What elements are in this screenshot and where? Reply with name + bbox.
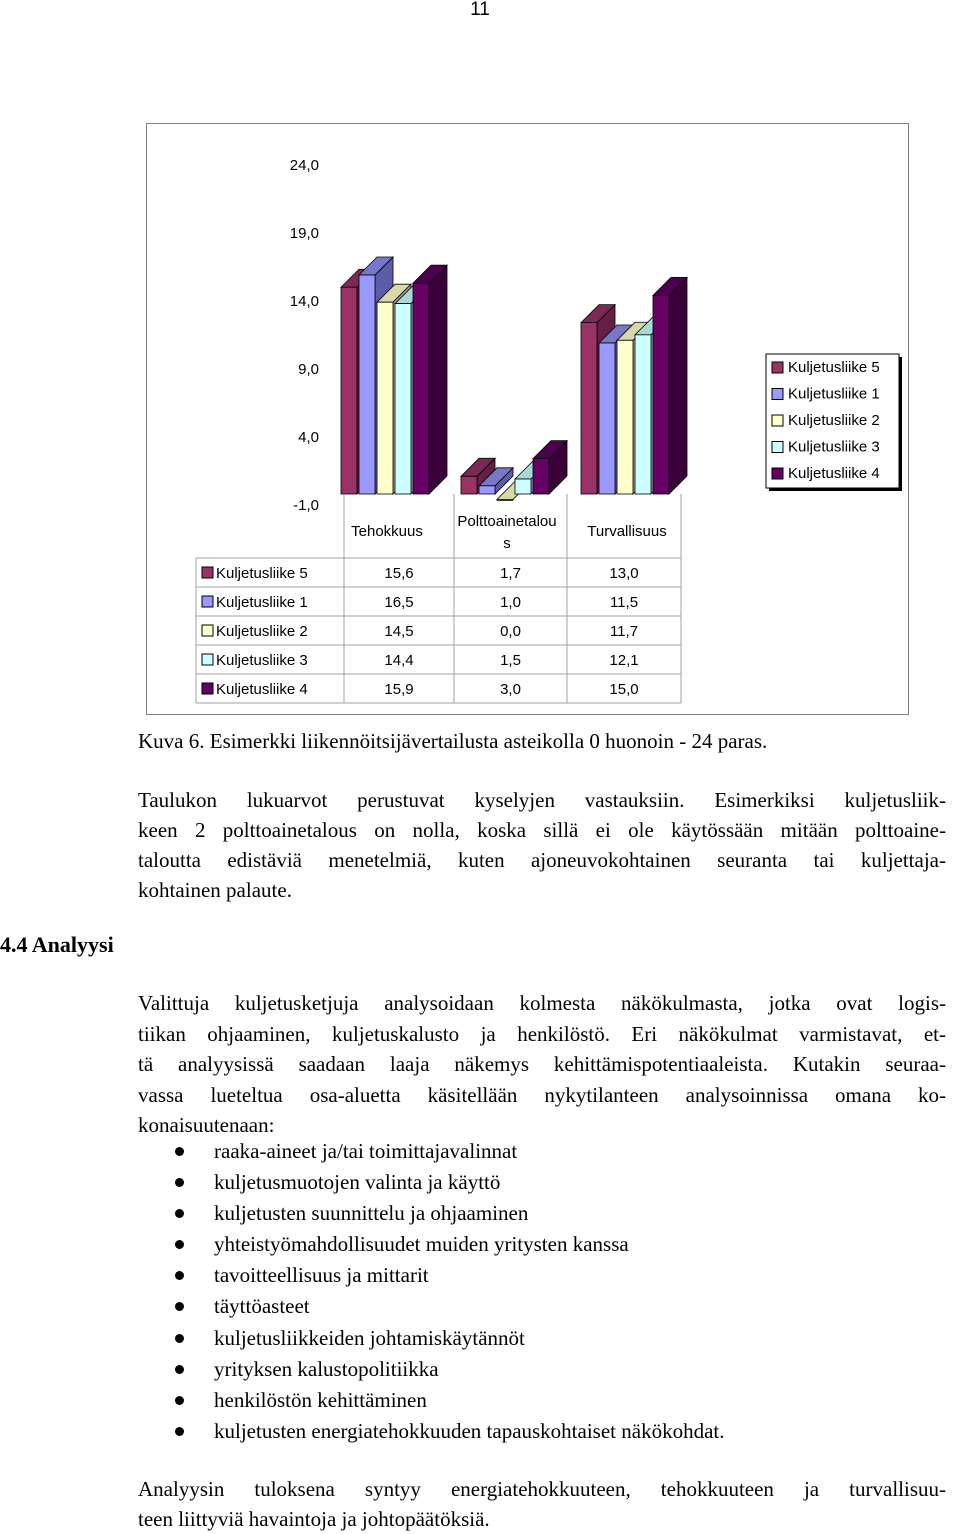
bar-side: [429, 265, 447, 494]
paragraph-3-line: Analyysin tuloksena syntyy energiatehokkuuteen, tehokkuuteen ja turvallisuu-: [138, 1477, 946, 1501]
figure-caption: Kuva 6. Esimerkki liikennöitsijävertailusta asteikolla 0 huonoin - 24 paras.: [138, 729, 768, 753]
bar: [617, 340, 633, 494]
y-tick-label: 14,0: [289, 293, 319, 310]
legend-swatch: [772, 362, 783, 373]
table-cell: 12,1: [609, 652, 639, 669]
paragraph-1-line: taloutta edistäviä menetelmiä, kuten ajoneuvokohtainen seuranta tai kuljettaja-: [138, 848, 946, 872]
table-cell: 0,0: [500, 623, 521, 640]
paragraph-2-line: tiikan ohjaaminen, kuljetuskalusto ja henkilöstö. Eri näkökulmat varmistavat, et-: [138, 1021, 946, 1046]
legend-swatch: [772, 415, 783, 426]
paragraph-1-line: Taulukon lukuarvot perustuvat kyselyjen vastauksiin. Esimerkiksi kuljetusliik-: [138, 788, 946, 812]
bar: [497, 499, 513, 500]
table-row-label: Kuljetusliike 4: [216, 681, 308, 698]
table-swatch: [202, 567, 213, 578]
table-cell: 14,4: [384, 652, 414, 669]
table-cell: 11,5: [609, 594, 639, 611]
paragraph-3-line: teen liittyviä havaintoja ja johtopäätöksiä.: [138, 1507, 490, 1531]
bullet-icon: [175, 1271, 184, 1280]
list-item: [170, 1354, 724, 1385]
legend-label: Kuljetusliike 5: [788, 359, 880, 376]
table-cell: 3,0: [500, 681, 521, 698]
section-heading: 4.4 Analyysi: [0, 932, 114, 957]
bullet-icon: [175, 1427, 184, 1436]
list-item-text: kuljetusliikkeiden johtamiskäytännöt: [214, 1325, 525, 1350]
bar: [599, 343, 615, 494]
bar: [653, 295, 669, 494]
list-item-text: täyttöasteet: [214, 1294, 310, 1319]
legend-swatch: [772, 389, 783, 400]
list-item: [170, 1416, 724, 1447]
table-row-label: Kuljetusliike 2: [216, 623, 308, 640]
bar: [515, 479, 531, 494]
x-tick-label: Tehokkuus: [351, 523, 423, 540]
list-item-text: raaka-aineet ja/tai toimittajavalinnat: [214, 1139, 518, 1163]
x-tick-label: Turvallisuus: [587, 523, 667, 540]
table-row-label: Kuljetusliike 5: [216, 565, 308, 582]
table-cell: 11,7: [609, 623, 639, 640]
x-tick-label: s: [503, 535, 511, 552]
list-item: [170, 1136, 724, 1167]
bullet-icon: [175, 1147, 184, 1156]
bar: [635, 335, 651, 494]
bullet-icon: [175, 1302, 184, 1311]
table-cell: 15,0: [609, 681, 639, 698]
table-row-label: Kuljetusliike 1: [216, 594, 308, 611]
list-item: [170, 1385, 724, 1416]
y-tick-label: -1,0: [293, 497, 319, 514]
table-cell: 1,7: [500, 565, 521, 582]
bar-side: [669, 277, 687, 494]
bullet-icon: [175, 1240, 184, 1249]
bullet-icon: [175, 1365, 184, 1374]
bullet-icon: [175, 1396, 184, 1405]
y-tick-label: 4,0: [298, 429, 319, 446]
list-item: [170, 1198, 724, 1229]
table-swatch: [202, 683, 213, 694]
list-item-text: henkilöstön kehittäminen: [214, 1387, 427, 1412]
bar: [533, 459, 549, 494]
list-item-text: yrityksen kalustopolitiikka: [214, 1356, 439, 1381]
paragraph-1-line: keen 2 polttoainetalous on nolla, koska sillä ei ole käytössään mitään polttoaine-: [138, 818, 946, 842]
paragraph-1: [138, 785, 946, 905]
paragraph-2-line: konaisuutenaan:: [138, 1113, 275, 1137]
paragraph-2-line: vassa lueteltua osa-aluetta käsitellään nykytilanteen analysoinnissa omana ko-: [138, 1082, 946, 1107]
list-item-text: kuljetusten suunnittelu ja ohjaaminen: [214, 1201, 529, 1226]
legend-label: Kuljetusliike 2: [788, 412, 880, 429]
chart-frame: [146, 123, 909, 715]
list-item-text: tavoitteellisuus ja mittarit: [214, 1263, 429, 1288]
list-item-text: yhteistyömahdollisuudet muiden yritysten kanssa: [214, 1232, 629, 1257]
list-item-text: kuljetusmuotojen valinta ja käyttö: [214, 1170, 501, 1195]
y-tick-label: 9,0: [298, 361, 319, 378]
list-item: [170, 1323, 724, 1354]
table-cell: 1,0: [500, 594, 521, 611]
table-cell: 15,9: [384, 681, 414, 698]
table-cell: 1,5: [500, 652, 521, 669]
page-number: 11: [470, 0, 490, 20]
legend-label: Kuljetusliike 4: [788, 465, 880, 482]
paragraph-2: [138, 988, 946, 1141]
table-cell: 16,5: [384, 594, 414, 611]
bar: [395, 304, 411, 494]
legend-swatch: [772, 442, 783, 453]
list-item: [170, 1167, 724, 1198]
bar: [341, 287, 357, 494]
paragraph-1-line: kohtainen palaute.: [138, 878, 292, 902]
list-item-text: kuljetusten energiatehokkuuden tapauskohtaiset näkökohdat.: [214, 1418, 725, 1443]
paragraph-2-line: Valittuja kuljetusketjuja analysoidaan kolmesta näkökulmasta, jotka ovat logis-: [138, 991, 946, 1015]
chart-svg: [147, 124, 910, 716]
table-row-label: Kuljetusliike 3: [216, 652, 308, 669]
y-tick-label: 19,0: [289, 225, 319, 242]
table-swatch: [202, 654, 213, 665]
legend-label: Kuljetusliike 3: [788, 438, 880, 456]
legend-swatch: [772, 468, 783, 479]
bar: [359, 275, 375, 494]
bullet-icon: [175, 1334, 184, 1343]
list-item: [170, 1229, 724, 1260]
table-cell: 13,0: [609, 565, 639, 582]
x-tick-label: Polttoainetalou: [457, 513, 557, 530]
paragraph-2-line: tä analyysissä saadaan laaja näkemys kehittämispotentiaaleista. Kutakin seuraa-: [138, 1052, 946, 1076]
list-item: [170, 1291, 724, 1322]
bar: [377, 302, 393, 494]
bar: [413, 283, 429, 494]
table-cell: 14,5: [384, 623, 414, 640]
y-tick-label: 24,0: [289, 157, 319, 174]
bar: [581, 323, 597, 494]
table-swatch: [202, 625, 213, 636]
table-cell: 15,6: [384, 565, 414, 582]
bar: [479, 486, 495, 494]
bullet-icon: [175, 1209, 184, 1218]
list-item: [170, 1260, 724, 1291]
bar: [461, 476, 477, 494]
bullet-icon: [175, 1178, 184, 1187]
table-swatch: [202, 596, 213, 607]
bullet-list: [170, 1136, 724, 1447]
legend-label: Kuljetusliike 1: [788, 385, 880, 403]
paragraph-3: [138, 1474, 946, 1534]
